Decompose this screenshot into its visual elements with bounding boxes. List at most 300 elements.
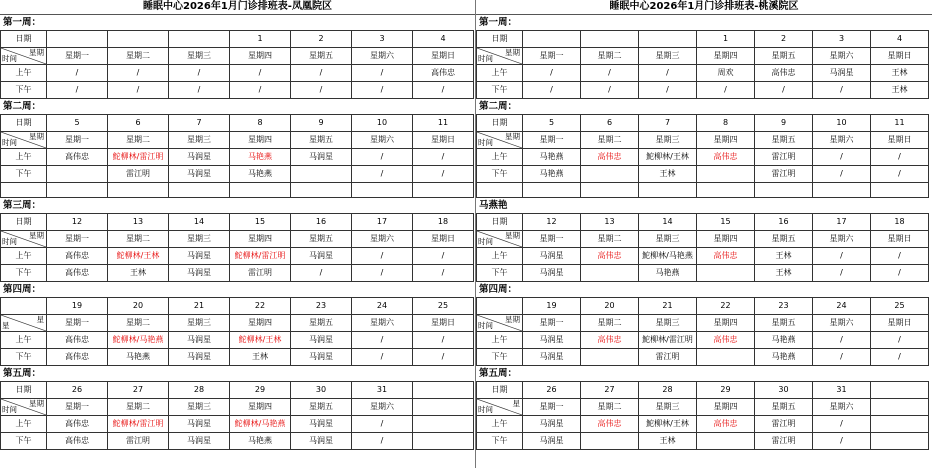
afternoon-label: 下午 (1, 166, 47, 183)
doctor-cell: 马润星 (169, 166, 230, 183)
blank-cell (477, 183, 523, 198)
date-cell: 26 (47, 382, 108, 399)
date-label: 日期 (477, 31, 523, 48)
doctor-cell: / (352, 149, 413, 166)
date-row (477, 214, 929, 231)
doctor-cell: 雷江明 (639, 349, 697, 366)
doctor-cell: 王林 (755, 265, 813, 282)
weekday-cell: 星期三 (169, 399, 230, 416)
afternoon-label: 下午 (1, 265, 47, 282)
doctor-cell: / (871, 248, 929, 265)
date-cell: 18 (413, 214, 474, 231)
doctor-cell: 鮀柳林/雷江明 (230, 248, 291, 265)
blank-cell (581, 183, 639, 198)
doctor-cell: 马艳燕 (523, 149, 581, 166)
doctor-cell: 高伟忠 (47, 416, 108, 433)
weekday-cell: 星期三 (169, 315, 230, 332)
weekday-cell: 星期二 (108, 315, 169, 332)
week-label: 第一周： (3, 17, 42, 28)
doctor-cell: / (352, 166, 413, 183)
weekday-cell: 星期三 (169, 48, 230, 65)
date-row (1, 298, 474, 315)
weekday-cell: 星期五 (755, 231, 813, 248)
weekday-cell: 星期六 (352, 48, 413, 65)
date-label: 日期 (1, 214, 47, 231)
header-weekday-label: 星期 (505, 231, 520, 240)
doctor-cell: / (639, 65, 697, 82)
diagonal-header (1, 48, 47, 65)
doctor-cell: / (813, 248, 871, 265)
blank-cell (108, 183, 169, 198)
date-cell: 16 (291, 214, 352, 231)
date-cell: 20 (108, 298, 169, 315)
morning-row (477, 65, 929, 82)
doctor-cell: / (47, 82, 108, 99)
date-row (1, 31, 474, 48)
morning-row (1, 248, 474, 265)
doctor-cell: / (291, 265, 352, 282)
date-row (1, 214, 474, 231)
afternoon-row (477, 166, 929, 183)
date-cell: 12 (523, 214, 581, 231)
doctor-cell (47, 166, 108, 183)
weekday-row (1, 48, 474, 65)
diagonal-header (477, 399, 523, 416)
schedule-table (476, 381, 929, 450)
morning-label: 上午 (1, 416, 47, 433)
weekday-cell: 星期四 (697, 231, 755, 248)
doctor-cell: 雷江明 (755, 433, 813, 450)
doctor-cell: 马润星 (291, 349, 352, 366)
doctor-cell: 鮀柳林/王林 (108, 248, 169, 265)
doctor-cell: 高伟忠 (581, 416, 639, 433)
date-cell: 26 (523, 382, 581, 399)
date-cell: 27 (581, 382, 639, 399)
diagonal-header (1, 231, 47, 248)
weekday-cell: 星期二 (108, 231, 169, 248)
diagonal-header (1, 132, 47, 149)
doctor-cell: / (230, 82, 291, 99)
header-time-label: 时间 (2, 405, 17, 414)
doctor-cell: 马润星 (169, 248, 230, 265)
afternoon-row (1, 349, 474, 366)
header-time-label: 时间 (478, 237, 493, 246)
weekday-cell: 星期日 (871, 231, 929, 248)
header-time-label: 时间 (478, 54, 493, 63)
weekday-cell: 星期一 (523, 315, 581, 332)
date-cell: 14 (639, 214, 697, 231)
blank-cell (230, 183, 291, 198)
weekday-row (1, 315, 474, 332)
doctor-cell: / (639, 82, 697, 99)
weekday-cell: 星期一 (47, 48, 108, 65)
doctor-cell (697, 433, 755, 450)
doctor-cell: 鮀柳林/马艳燕 (108, 332, 169, 349)
date-cell: 17 (352, 214, 413, 231)
date-cell (47, 31, 108, 48)
weekday-cell: 星期五 (755, 48, 813, 65)
doctor-cell: / (352, 82, 413, 99)
weekday-cell: 星期五 (755, 315, 813, 332)
weekday-cell: 星期四 (697, 315, 755, 332)
afternoon-label: 下午 (477, 166, 523, 183)
header-weekday-label: 星期 (29, 48, 44, 57)
header-weekday-label: 星期 (505, 48, 520, 57)
date-cell: 1 (697, 31, 755, 48)
doctor-cell: / (813, 149, 871, 166)
date-cell: 15 (697, 214, 755, 231)
doctor-cell: 马润星 (291, 149, 352, 166)
weekday-cell: 星期六 (813, 231, 871, 248)
header-time-label: 时间 (2, 237, 17, 246)
weekday-cell: 星期一 (47, 231, 108, 248)
doctor-cell (871, 433, 929, 450)
doctor-cell: / (871, 349, 929, 366)
date-cell: 4 (871, 31, 929, 48)
date-cell: 10 (352, 115, 413, 132)
doctor-cell: 马润星 (291, 416, 352, 433)
weekday-cell: 星期三 (639, 315, 697, 332)
weekday-cell: 星期一 (523, 399, 581, 416)
date-row (477, 31, 929, 48)
doctor-cell: 鮀柳林/雷江明 (108, 416, 169, 433)
doctor-cell: / (413, 166, 474, 183)
doctor-cell: / (813, 349, 871, 366)
weekday-cell: 星期日 (413, 231, 474, 248)
doctor-cell: / (581, 65, 639, 82)
date-label: 日期 (477, 115, 523, 132)
weekday-cell: 星期四 (230, 132, 291, 149)
date-cell: 21 (639, 298, 697, 315)
date-cell: 31 (352, 382, 413, 399)
weekday-cell: 星期六 (352, 315, 413, 332)
morning-row (477, 149, 929, 166)
doctor-cell: / (291, 82, 352, 99)
blank-cell (1, 183, 47, 198)
doctor-cell: 高伟忠 (47, 349, 108, 366)
weekday-cell: 星期六 (352, 231, 413, 248)
header-weekday-label: 星期 (29, 231, 44, 240)
weekday-cell: 星期日 (413, 315, 474, 332)
schedule-table (476, 297, 929, 366)
diagonal-header (477, 231, 523, 248)
week-label: 马燕艳 (479, 200, 508, 211)
doctor-cell (581, 349, 639, 366)
date-cell (413, 382, 474, 399)
date-cell: 21 (169, 298, 230, 315)
doctor-cell: 高伟忠 (755, 65, 813, 82)
date-cell: 9 (755, 115, 813, 132)
doctor-cell: 高伟忠 (47, 248, 108, 265)
blank-cell (523, 183, 581, 198)
doctor-cell: 王林 (108, 265, 169, 282)
morning-label: 上午 (477, 332, 523, 349)
morning-label: 上午 (477, 65, 523, 82)
afternoon-row (1, 82, 474, 99)
weekday-row (1, 231, 474, 248)
schedule-table (0, 297, 474, 366)
doctor-cell: / (352, 349, 413, 366)
weekday-cell: 星期一 (47, 399, 108, 416)
week-label: 第二周： (3, 101, 42, 112)
schedule-title: 睡眠中心2026年1月门诊排班表-凤凰院区 (0, 0, 475, 15)
blank-cell (47, 183, 108, 198)
date-cell: 1 (230, 31, 291, 48)
doctor-cell: / (813, 82, 871, 99)
doctor-cell: 马艳燕 (523, 166, 581, 183)
weekday-cell: 星期三 (169, 231, 230, 248)
schedule-panel-taoxi (476, 0, 932, 468)
afternoon-row (477, 82, 929, 99)
weekday-row (1, 399, 474, 416)
doctor-cell: / (813, 433, 871, 450)
blank-cell (697, 183, 755, 198)
date-cell (871, 382, 929, 399)
week-label: 第四周： (3, 284, 42, 295)
date-cell: 18 (871, 214, 929, 231)
weekday-row (477, 315, 929, 332)
weekday-cell: 星期五 (291, 231, 352, 248)
morning-label: 上午 (477, 248, 523, 265)
date-row (477, 382, 929, 399)
weekday-cell: 星期日 (871, 315, 929, 332)
doctor-cell (697, 349, 755, 366)
diagonal-header (477, 132, 523, 149)
date-cell (581, 31, 639, 48)
weekday-cell: 星期五 (291, 315, 352, 332)
header-time-label: 时间 (478, 138, 493, 147)
doctor-cell: 马润星 (169, 149, 230, 166)
morning-label: 上午 (1, 65, 47, 82)
date-cell: 17 (813, 214, 871, 231)
weekday-cell: 星期五 (291, 399, 352, 416)
schedule-table (476, 213, 929, 282)
morning-row (1, 149, 474, 166)
date-cell: 23 (291, 298, 352, 315)
date-cell: 31 (813, 382, 871, 399)
weekday-cell: 星期四 (230, 315, 291, 332)
doctor-cell (581, 265, 639, 282)
date-cell: 14 (169, 214, 230, 231)
doctor-cell: / (523, 65, 581, 82)
weekday-row (477, 399, 929, 416)
date-label (1, 298, 47, 315)
header-time-label: 时间 (478, 405, 493, 414)
afternoon-label: 下午 (477, 265, 523, 282)
doctor-cell (413, 416, 474, 433)
doctor-cell: 王林 (871, 82, 929, 99)
weekday-cell: 星期四 (230, 48, 291, 65)
header-time-label: 星 (2, 321, 10, 330)
date-label: 日期 (1, 31, 47, 48)
date-cell (108, 31, 169, 48)
date-cell: 5 (523, 115, 581, 132)
date-cell: 30 (755, 382, 813, 399)
doctor-cell: / (813, 166, 871, 183)
weekday-cell: 星期六 (352, 132, 413, 149)
weekday-cell: 星期一 (47, 315, 108, 332)
doctor-cell: / (352, 433, 413, 450)
date-cell: 11 (871, 115, 929, 132)
diagonal-header (1, 315, 47, 332)
doctor-cell: 鮀柳林/雷江明 (639, 332, 697, 349)
morning-row (477, 332, 929, 349)
afternoon-row (1, 265, 474, 282)
doctor-cell: 雷江明 (108, 166, 169, 183)
doctor-cell: / (871, 332, 929, 349)
doctor-cell: / (581, 82, 639, 99)
blank-cell (639, 183, 697, 198)
weekday-cell: 星期五 (291, 48, 352, 65)
doctor-cell: 高伟忠 (581, 149, 639, 166)
doctor-cell: 高伟忠 (47, 149, 108, 166)
date-cell: 7 (169, 115, 230, 132)
doctor-cell: 王林 (755, 248, 813, 265)
week-label: 第三周： (3, 200, 42, 211)
doctor-cell: 马润星 (523, 349, 581, 366)
doctor-cell: / (697, 82, 755, 99)
weekday-cell: 星期三 (639, 231, 697, 248)
doctor-cell: / (413, 82, 474, 99)
header-weekday-label: 星期 (505, 132, 520, 141)
blank-cell (352, 183, 413, 198)
morning-label: 上午 (1, 149, 47, 166)
weekday-cell: 星期一 (523, 48, 581, 65)
doctor-cell: / (413, 248, 474, 265)
doctor-cell: / (352, 248, 413, 265)
weekday-cell: 星期四 (697, 48, 755, 65)
date-cell: 4 (413, 31, 474, 48)
doctor-cell: 马润星 (523, 265, 581, 282)
doctor-cell: 马润星 (291, 248, 352, 265)
weekday-cell: 星期六 (352, 399, 413, 416)
doctor-cell: 马艳燕 (639, 265, 697, 282)
doctor-cell (413, 433, 474, 450)
doctor-cell: 高伟忠 (697, 149, 755, 166)
doctor-cell (697, 265, 755, 282)
doctor-cell: 鮀柳林/马艳燕 (230, 416, 291, 433)
doctor-cell: 王林 (639, 166, 697, 183)
diagonal-header (1, 399, 47, 416)
morning-label: 上午 (1, 248, 47, 265)
diagonal-header (477, 315, 523, 332)
date-cell: 3 (352, 31, 413, 48)
doctor-cell: 王林 (230, 349, 291, 366)
doctor-cell (871, 416, 929, 433)
doctor-cell: 马润星 (523, 433, 581, 450)
doctor-cell (291, 166, 352, 183)
doctor-cell: 马润星 (523, 332, 581, 349)
doctor-cell: 高伟忠 (47, 332, 108, 349)
header-weekday-label: 星 (36, 315, 44, 324)
morning-row (1, 332, 474, 349)
doctor-cell: / (813, 332, 871, 349)
weekday-cell: 星期二 (581, 399, 639, 416)
date-cell: 22 (697, 298, 755, 315)
doctor-cell: 马艳燕 (230, 166, 291, 183)
afternoon-label: 下午 (1, 82, 47, 99)
date-cell: 29 (230, 382, 291, 399)
afternoon-label: 下午 (477, 433, 523, 450)
doctor-cell: 马润星 (291, 332, 352, 349)
schedule-table (476, 30, 929, 99)
week-list (0, 15, 475, 450)
afternoon-row (477, 433, 929, 450)
morning-label: 上午 (477, 149, 523, 166)
doctor-cell: 王林 (871, 65, 929, 82)
doctor-cell: / (413, 149, 474, 166)
header-weekday-label: 星 (512, 399, 520, 408)
week-label: 第二周： (479, 101, 518, 112)
afternoon-row (1, 166, 474, 183)
weekday-cell: 星期三 (639, 48, 697, 65)
doctor-cell: 高伟忠 (697, 248, 755, 265)
week-label: 第一周： (479, 17, 518, 28)
date-cell: 6 (581, 115, 639, 132)
week-label: 第四周： (479, 284, 518, 295)
date-cell: 3 (813, 31, 871, 48)
weekday-cell: 星期三 (169, 132, 230, 149)
doctor-cell: 马润星 (169, 349, 230, 366)
weekday-cell: 星期一 (523, 231, 581, 248)
date-cell: 8 (230, 115, 291, 132)
doctor-cell: / (413, 332, 474, 349)
header-weekday-label: 星期 (29, 399, 44, 408)
doctor-cell: 雷江明 (230, 265, 291, 282)
date-cell: 19 (523, 298, 581, 315)
doctor-cell: 周欢 (697, 65, 755, 82)
doctor-cell (581, 166, 639, 183)
weekday-cell: 星期六 (813, 315, 871, 332)
doctor-cell: 王林 (639, 433, 697, 450)
morning-label: 上午 (1, 332, 47, 349)
blank-cell (291, 183, 352, 198)
doctor-cell: / (108, 82, 169, 99)
afternoon-label: 下午 (1, 349, 47, 366)
blank-cell (871, 183, 929, 198)
blank-cell (413, 183, 474, 198)
date-cell: 13 (581, 214, 639, 231)
doctor-cell: 马艳燕 (108, 349, 169, 366)
schedule-table (0, 30, 474, 99)
date-cell: 24 (813, 298, 871, 315)
weekday-cell: 星期六 (813, 399, 871, 416)
blank-row (1, 183, 474, 198)
date-cell: 20 (581, 298, 639, 315)
doctor-cell: 雷江明 (755, 416, 813, 433)
weekday-cell: 星期二 (108, 399, 169, 416)
doctor-cell: / (230, 65, 291, 82)
date-cell: 7 (639, 115, 697, 132)
weekday-cell: 星期五 (291, 132, 352, 149)
afternoon-label: 下午 (477, 349, 523, 366)
afternoon-row (477, 349, 929, 366)
schedule-table (0, 114, 474, 198)
date-cell: 19 (47, 298, 108, 315)
weekday-cell: 星期一 (47, 132, 108, 149)
weekday-cell: 星期六 (813, 132, 871, 149)
weekday-row (1, 132, 474, 149)
doctor-cell: 雷江明 (755, 166, 813, 183)
schedule-title: 睡眠中心2026年1月门诊排班表-桃溪院区 (476, 0, 932, 15)
doctor-cell: 马润星 (291, 433, 352, 450)
doctor-cell: 高伟忠 (697, 416, 755, 433)
header-time-label: 时间 (478, 321, 493, 330)
date-cell: 5 (47, 115, 108, 132)
morning-row (477, 416, 929, 433)
doctor-cell: / (352, 265, 413, 282)
doctor-cell: / (47, 65, 108, 82)
